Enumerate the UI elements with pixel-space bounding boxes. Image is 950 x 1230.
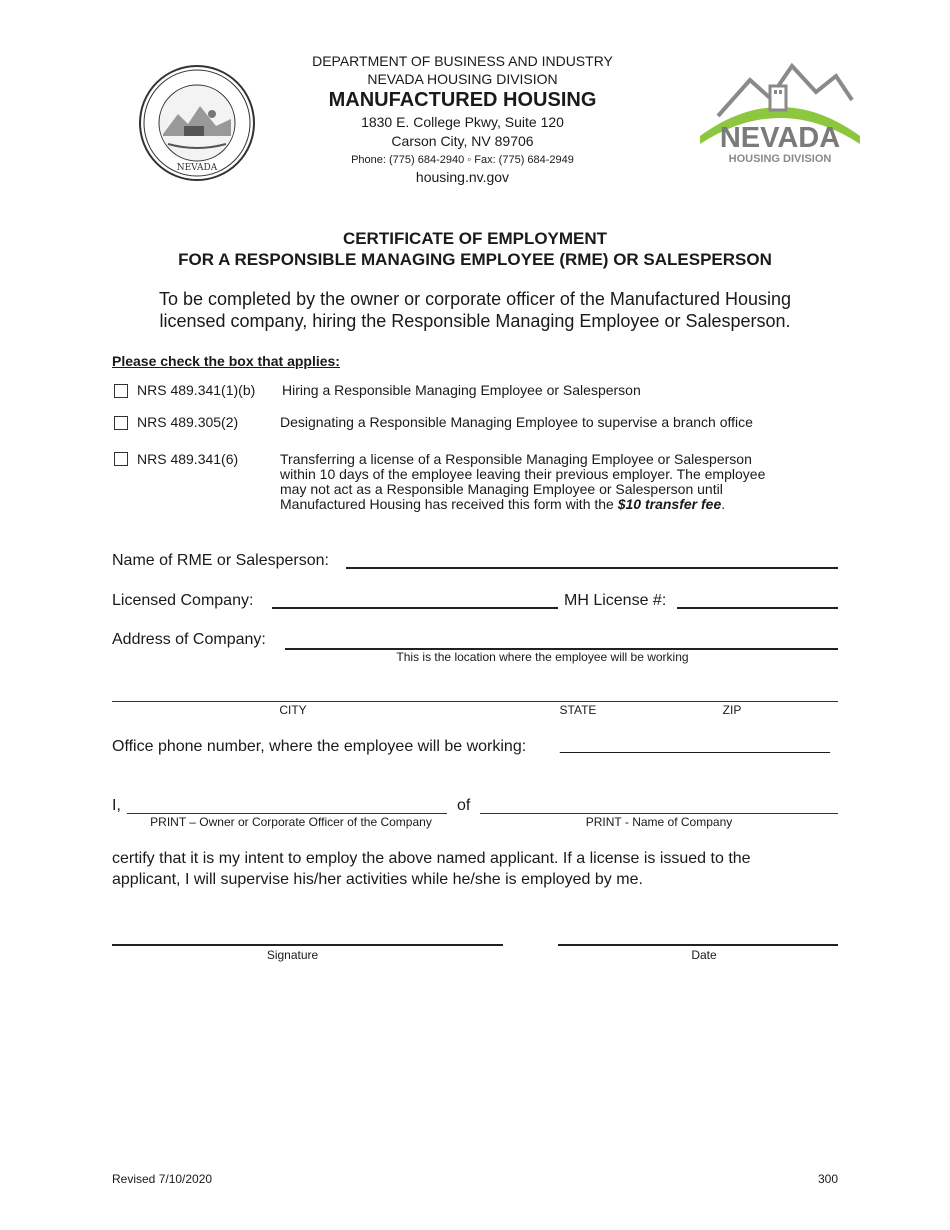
- option-3-desc-2: within 10 days of the employee leaving their previous employer. The employee: [280, 466, 766, 482]
- option-3-desc-4-text: Manufactured Housing has received this form with the: [280, 496, 618, 512]
- i-label: I,: [112, 797, 121, 814]
- of-label: of: [457, 797, 471, 814]
- option-1-code: NRS 489.341(1)(b): [137, 382, 256, 398]
- option-1-checkbox[interactable]: [114, 384, 128, 398]
- office-phone-field[interactable]: _______________________________: [560, 737, 830, 754]
- company-field[interactable]: [272, 607, 558, 609]
- option-2-desc: Designating a Responsible Managing Employee to supervise a branch office: [280, 414, 753, 430]
- signature-field[interactable]: [112, 944, 503, 946]
- rme-name-field[interactable]: [346, 567, 838, 569]
- revised-date: Revised 7/10/2020: [112, 1172, 213, 1186]
- transfer-fee: $10 transfer fee: [617, 496, 722, 512]
- option-2-checkbox[interactable]: [114, 416, 128, 430]
- city-caption: CITY: [279, 703, 307, 717]
- form-title-2: FOR A RESPONSIBLE MANAGING EMPLOYEE (RME) OR SALESPERSON: [178, 250, 772, 269]
- city-state-zip-field[interactable]: [112, 701, 838, 702]
- option-3-desc-1: Transferring a license of a Responsible Managing Employee or Salesperson: [280, 451, 752, 467]
- certify-line-1: certify that it is my intent to employ the above named applicant. If a license is issued to the: [112, 850, 751, 867]
- option-3-desc-4: [280, 497, 725, 512]
- state-seal: [138, 64, 256, 182]
- address-line-1: 1830 E. College Pkwy, Suite 120: [361, 114, 564, 130]
- license-label: MH License #:: [564, 592, 667, 609]
- option-3-code: NRS 489.341(6): [137, 451, 239, 467]
- phone-fax: Phone: (775) 684-2940 ◦ Fax: (775) 684-2949: [351, 154, 574, 166]
- division-name: NEVADA HOUSING DIVISION: [367, 71, 558, 87]
- owner-caption: PRINT – Owner or Corporate Officer of the Company: [150, 815, 432, 829]
- company-label: Licensed Company:: [112, 592, 254, 609]
- intro-line-2: licensed company, hiring the Responsible Managing Employee or Salesperson.: [159, 311, 791, 331]
- dept-name: DEPARTMENT OF BUSINESS AND INDUSTRY: [312, 53, 613, 69]
- option-3-desc-3: may not act as a Responsible Managing Employee or Salesperson until: [280, 481, 723, 497]
- program-name: MANUFACTURED HOUSING: [328, 89, 597, 111]
- option-3-checkbox[interactable]: [114, 452, 128, 466]
- logo-word: NEVADA: [719, 122, 841, 154]
- rme-name-label: Name of RME or Salesperson:: [112, 552, 329, 569]
- company-name-field[interactable]: [480, 813, 838, 814]
- logo-sub: HOUSING DIVISION: [728, 153, 832, 165]
- address-note: This is the location where the employee will be working: [396, 650, 689, 664]
- office-phone-label: Office phone number, where the employee will be working:: [112, 738, 527, 755]
- certify-line-2: applicant, I will supervise his/her activities while he/she is employed by me.: [112, 871, 643, 888]
- form-title-1: CERTIFICATE OF EMPLOYMENT: [342, 229, 608, 248]
- signature-caption: Signature: [266, 948, 319, 962]
- license-field[interactable]: [677, 607, 838, 609]
- date-caption: Date: [691, 948, 717, 962]
- option-2-code: NRS 489.305(2): [137, 414, 239, 430]
- nhd-logo: [700, 58, 860, 173]
- seal-bottom-text: NEVADA: [176, 163, 218, 173]
- company-caption: PRINT - Name of Company: [585, 815, 733, 829]
- check-instructions: Please check the box that applies:: [112, 353, 340, 369]
- website[interactable]: housing.nv.gov: [415, 169, 510, 185]
- owner-name-field[interactable]: [127, 813, 447, 814]
- date-field[interactable]: [558, 944, 838, 946]
- intro-line-1: To be completed by the owner or corporate officer of the Manufactured Housing: [158, 289, 792, 309]
- address-line-2: Carson City, NV 89706: [391, 133, 534, 149]
- zip-caption: ZIP: [722, 703, 742, 717]
- address-label: Address of Company:: [112, 631, 266, 648]
- option-3-desc-end: .: [721, 496, 726, 512]
- form-number: 300: [817, 1172, 838, 1186]
- seal-icon: [138, 64, 256, 182]
- state-caption: STATE: [559, 703, 597, 717]
- house-logo-icon: [700, 58, 860, 173]
- option-1-desc: Hiring a Responsible Managing Employee or Salesperson: [282, 382, 641, 398]
